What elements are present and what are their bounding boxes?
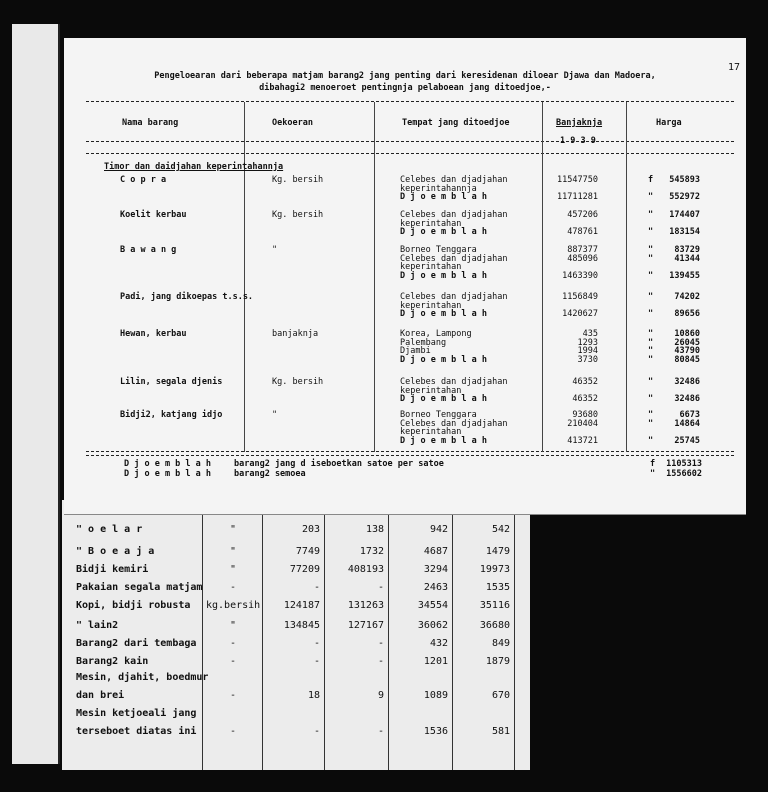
underlying-item-name: " o e l a r bbox=[76, 524, 143, 535]
underlying-value-2: 542 bbox=[491, 524, 510, 535]
destination: keperintahan bbox=[400, 427, 462, 438]
header-harga: Harga bbox=[656, 118, 682, 128]
header-year: 1 9 3 9 bbox=[560, 136, 596, 146]
underlying-value-1: - bbox=[377, 582, 384, 593]
underlying-qty-1: - bbox=[313, 726, 320, 737]
price-currency: " bbox=[648, 227, 654, 238]
price-value: 10860 bbox=[674, 329, 700, 339]
underlying-item-name: Bidji kemiri bbox=[76, 564, 149, 575]
underlying-value-1: 9 bbox=[377, 690, 384, 701]
destination: D j o e m b l a h bbox=[400, 436, 487, 447]
quantity-value: 11547750 bbox=[557, 175, 598, 185]
totals-rule bbox=[86, 451, 734, 452]
header-nama-barang: Nama barang bbox=[122, 118, 179, 128]
commodity-name: Padi, jang dikoepas t.s.s. bbox=[120, 292, 254, 302]
commodity-name: Hewan, kerbau bbox=[120, 329, 187, 339]
document-page bbox=[64, 38, 746, 515]
commodity-unit: " bbox=[272, 245, 278, 255]
price-value: 26045 bbox=[674, 337, 700, 348]
underlying-unit: kg.bersih bbox=[206, 600, 261, 611]
underlying-value-1: 127167 bbox=[347, 620, 384, 631]
column-divider bbox=[244, 102, 245, 452]
price-value: 89656 bbox=[674, 309, 700, 320]
price-currency: " bbox=[648, 210, 654, 220]
quantity-value: 93680 bbox=[572, 410, 598, 420]
underlying-qty-2: 2463 bbox=[423, 582, 448, 593]
price-value: 174407 bbox=[669, 210, 700, 220]
price-currency: " bbox=[648, 192, 654, 203]
commodity-unit: banjaknja bbox=[272, 329, 319, 339]
underlying-qty-2: 3294 bbox=[423, 564, 448, 575]
destination: Djambi bbox=[400, 346, 431, 357]
underlying-value-2: 849 bbox=[491, 638, 510, 649]
quantity-value: 435 bbox=[582, 329, 598, 339]
destination: Korea, Lampong bbox=[400, 329, 472, 339]
commodity-unit: Kg. bersih bbox=[272, 175, 324, 185]
underlying-value-2: 1479 bbox=[485, 546, 510, 557]
total-label: D j o e m b l a h bbox=[124, 459, 211, 469]
underlying-item-name: " B o e a j a bbox=[76, 546, 155, 557]
column-divider bbox=[542, 102, 543, 452]
destination: Celebes dan djadjahan bbox=[400, 418, 508, 429]
total-currency: f bbox=[650, 459, 656, 469]
destination: Celebes dan djadjahan bbox=[400, 377, 508, 387]
underlying-qty-2: 942 bbox=[429, 524, 448, 535]
page-subtitle: dibahagi2 menoeroet pentingnja pelaboean jang ditoedjoe,- bbox=[259, 83, 551, 93]
underlying-qty-2: 432 bbox=[429, 638, 448, 649]
underlying-value-1: - bbox=[377, 656, 384, 667]
section-title: Timor dan daidjahan keperintahannja bbox=[104, 162, 284, 172]
underlying-qty-1: 124187 bbox=[283, 600, 320, 611]
underlying-value-2: 1535 bbox=[485, 582, 510, 593]
header-tempat: Tempat jang ditoedjoe bbox=[402, 118, 510, 128]
underlying-unit: - bbox=[229, 656, 237, 667]
underlying-unit: " bbox=[229, 564, 237, 575]
underlying-qty-1: 203 bbox=[301, 524, 320, 535]
quantity-value: 46352 bbox=[572, 377, 598, 387]
underlying-qty-2: 1089 bbox=[423, 690, 448, 701]
price-currency: " bbox=[648, 418, 654, 429]
underlying-qty-1: 77209 bbox=[289, 564, 320, 575]
price-value: 80845 bbox=[674, 355, 700, 366]
quantity-value: 478761 bbox=[567, 227, 598, 238]
underlying-qty-2: 1536 bbox=[423, 726, 448, 737]
price-value: 32486 bbox=[674, 377, 700, 387]
destination: keperintahan bbox=[400, 218, 462, 229]
underlying-item-name: Barang2 kain bbox=[76, 656, 149, 667]
quantity-value: 1463390 bbox=[562, 271, 598, 282]
destination: D j o e m b l a h bbox=[400, 309, 487, 320]
underlying-unit: - bbox=[229, 690, 237, 701]
header-rule bbox=[86, 153, 734, 154]
commodity-unit: Kg. bersih bbox=[272, 377, 324, 387]
totals-rule bbox=[86, 455, 734, 456]
total-description: barang2 semoea bbox=[234, 469, 306, 479]
commodity-name: C o p r a bbox=[120, 175, 167, 185]
price-currency: " bbox=[648, 329, 654, 339]
underlying-qty-1: 134845 bbox=[283, 620, 320, 631]
underlying-qty-2: 34554 bbox=[417, 600, 448, 611]
commodity-unit: " bbox=[272, 410, 278, 420]
page-title: Pengeloearan dari beberapa matjam barang2 jang penting dari keresidenan diloear Djawa dan Madoera, bbox=[154, 71, 656, 81]
total-value: 1105313 bbox=[666, 459, 702, 469]
underlying-qty-2: 4687 bbox=[423, 546, 448, 557]
total-currency: " bbox=[650, 469, 656, 479]
underlying-value-1: - bbox=[377, 726, 384, 737]
price-value: 139455 bbox=[669, 271, 700, 282]
total-description: barang2 jang d iseboetkan satoe per satoe bbox=[234, 459, 444, 469]
commodity-name: Bidji2, katjang idjo bbox=[120, 410, 223, 420]
price-value: 552972 bbox=[669, 192, 700, 203]
underlying-qty-2: 36062 bbox=[417, 620, 448, 631]
underlying-unit: " bbox=[229, 524, 237, 535]
destination: Celebes dan djadjahan bbox=[400, 253, 508, 264]
column-divider bbox=[374, 102, 375, 452]
underlying-item-name: dan brei bbox=[76, 690, 125, 701]
underlying-page bbox=[62, 500, 530, 770]
underlying-unit: " bbox=[229, 620, 237, 631]
header-banjaknja: Banjaknja bbox=[556, 118, 603, 128]
total-value: 1556602 bbox=[666, 469, 702, 479]
quantity-value: 11711281 bbox=[557, 192, 598, 203]
price-value: 545893 bbox=[669, 175, 700, 185]
underlying-unit: - bbox=[229, 726, 237, 737]
destination: Borneo Tenggara bbox=[400, 410, 477, 420]
price-currency: f bbox=[648, 175, 654, 185]
price-value: 74202 bbox=[674, 292, 700, 302]
quantity-value: 457206 bbox=[567, 210, 598, 220]
destination: Celebes dan djadjahan bbox=[400, 292, 508, 302]
underlying-value-2: 1879 bbox=[485, 656, 510, 667]
quantity-value: 1420627 bbox=[562, 309, 598, 320]
underlying-item-name: Pakaian segala matjam bbox=[76, 582, 203, 593]
underlying-item-name: Barang2 dari tembaga bbox=[76, 638, 197, 649]
underlying-value-2: 36680 bbox=[479, 620, 510, 631]
column-divider bbox=[626, 102, 627, 452]
price-currency: " bbox=[648, 271, 654, 282]
underlying-value-1: 131263 bbox=[347, 600, 384, 611]
underlying-value-1: 1732 bbox=[359, 546, 384, 557]
destination: keperintahan bbox=[400, 300, 462, 311]
underlying-item-name: " lain2 bbox=[76, 620, 119, 631]
destination: D j o e m b l a h bbox=[400, 271, 487, 282]
underlying-value-1: 408193 bbox=[347, 564, 384, 575]
price-value: 183154 bbox=[669, 227, 700, 238]
price-value: 32486 bbox=[674, 394, 700, 405]
header-rule bbox=[86, 141, 734, 142]
underlying-qty-1: - bbox=[313, 656, 320, 667]
commodity-name: B a w a n g bbox=[120, 245, 177, 255]
underlying-qty-1: - bbox=[313, 638, 320, 649]
destination: D j o e m b l a h bbox=[400, 227, 487, 238]
price-value: 25745 bbox=[674, 436, 700, 447]
price-value: 41344 bbox=[674, 253, 700, 264]
destination: Palembang bbox=[400, 337, 447, 348]
price-currency: " bbox=[648, 355, 654, 366]
underlying-item-name: Mesin ketjoeali jang bbox=[76, 708, 197, 719]
price-value: 43790 bbox=[674, 346, 700, 357]
underlying-item-name: terseboet diatas ini bbox=[76, 726, 197, 737]
destination: D j o e m b l a h bbox=[400, 192, 487, 203]
destination: Borneo Tenggara bbox=[400, 245, 477, 255]
left-page-strip bbox=[12, 24, 60, 764]
price-currency: " bbox=[648, 253, 654, 264]
page-number: 17 bbox=[727, 62, 740, 73]
underlying-item-name: Mesin, djahit, boedmur bbox=[76, 672, 209, 683]
price-currency: " bbox=[648, 410, 654, 420]
underlying-value-2: 670 bbox=[491, 690, 510, 701]
destination: D j o e m b l a h bbox=[400, 394, 487, 405]
price-currency: " bbox=[648, 337, 654, 348]
underlying-value-1: - bbox=[377, 638, 384, 649]
quantity-value: 3730 bbox=[577, 355, 598, 366]
quantity-value: 485096 bbox=[567, 253, 598, 264]
underlying-value-2: 35116 bbox=[479, 600, 510, 611]
header-rule bbox=[86, 101, 734, 102]
quantity-value: 1156849 bbox=[562, 292, 598, 302]
quantity-value: 1994 bbox=[577, 346, 598, 357]
quantity-value: 887377 bbox=[567, 245, 598, 255]
total-label: D j o e m b l a h bbox=[124, 469, 211, 479]
destination: Celebes dan djadjahan bbox=[400, 210, 508, 220]
underlying-item-name: Kopi, bidji robusta bbox=[76, 600, 191, 611]
price-currency: " bbox=[648, 346, 654, 357]
underlying-qty-1: 18 bbox=[307, 690, 320, 701]
underlying-qty-1: 7749 bbox=[295, 546, 320, 557]
destination: Celebes dan djadjahan bbox=[400, 175, 508, 185]
underlying-qty-2: 1201 bbox=[423, 656, 448, 667]
header-oekoeran: Oekoeran bbox=[272, 118, 313, 128]
commodity-name: Lilin, segala djenis bbox=[120, 377, 223, 387]
underlying-unit: " bbox=[229, 546, 237, 557]
price-currency: " bbox=[648, 309, 654, 320]
price-currency: " bbox=[648, 436, 654, 447]
quantity-value: 46352 bbox=[572, 394, 598, 405]
underlying-unit: - bbox=[229, 582, 237, 593]
quantity-value: 413721 bbox=[567, 436, 598, 447]
destination: keperintahan bbox=[400, 385, 462, 396]
price-currency: " bbox=[648, 394, 654, 405]
underlying-value-2: 19973 bbox=[479, 564, 510, 575]
underlying-unit: - bbox=[229, 638, 237, 649]
destination: keperintahan bbox=[400, 262, 462, 273]
commodity-unit: Kg. bersih bbox=[272, 210, 324, 220]
destination: D j o e m b l a h bbox=[400, 355, 487, 366]
underlying-row bbox=[62, 722, 530, 746]
price-value: 6673 bbox=[679, 410, 700, 420]
quantity-value: 1293 bbox=[577, 337, 598, 348]
price-value: 14864 bbox=[674, 418, 700, 429]
price-value: 83729 bbox=[674, 245, 700, 255]
commodity-name: Koelit kerbau bbox=[120, 210, 187, 220]
underlying-value-2: 581 bbox=[491, 726, 510, 737]
underlying-qty-1: - bbox=[313, 582, 320, 593]
price-currency: " bbox=[648, 377, 654, 387]
destination: keperintahannja bbox=[400, 183, 477, 194]
underlying-value-1: 138 bbox=[365, 524, 384, 535]
price-currency: " bbox=[648, 245, 654, 255]
quantity-value: 210404 bbox=[567, 418, 598, 429]
underlying-row bbox=[62, 520, 530, 544]
price-currency: " bbox=[648, 292, 654, 302]
